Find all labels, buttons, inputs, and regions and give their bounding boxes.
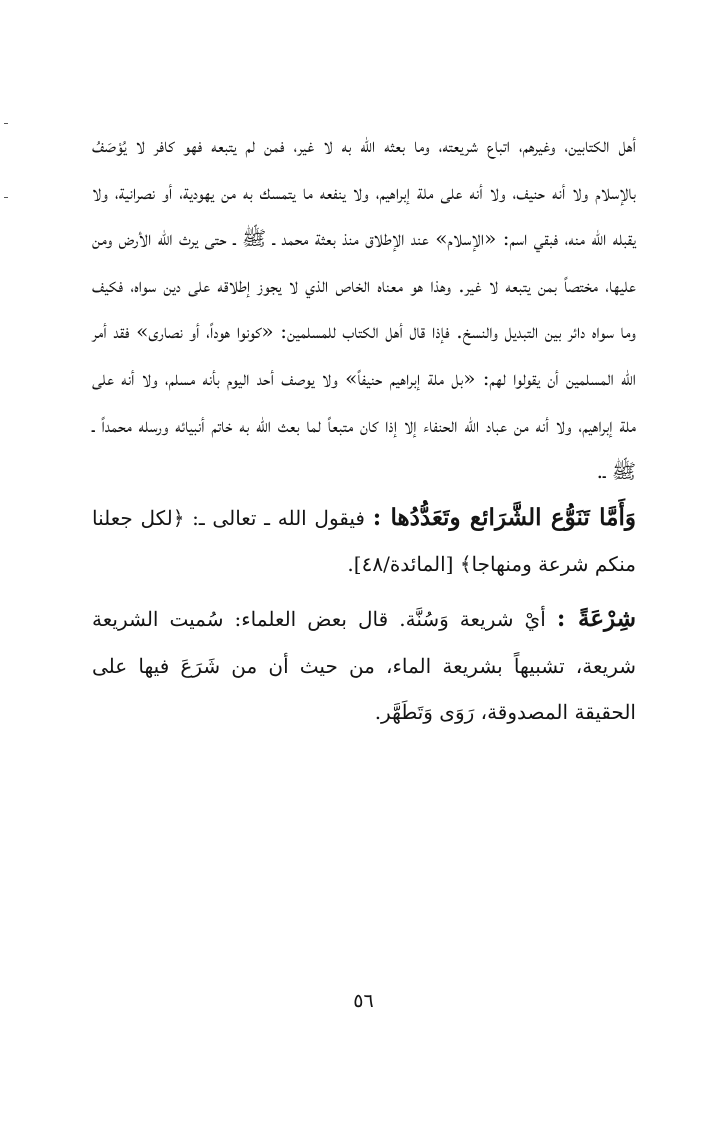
- section-heading: وَأَمَّا تَنَوُّع الشَّرَائع وتَعَدُّدُها :: [372, 503, 636, 531]
- paragraph-shira-definition: [92, 596, 636, 736]
- paragraph-islam-definition: أهل الكتابين، وغيرهم، اتباع شريعته، وما بعثه الله به لا غير، فمن لم يتبعه فهو كافر لا يُوْصَفُ بالإسلام ولا أنه حنيف، ولا أنه على ملة إبراهيم، ولا ينفعه ما يتمسك به من يهودية، أو نصرانية، ولا يقبله الله منه، فبقي اسم: «الإسلام» عند الإطلاق منذ بعثة محمد ـ ﷺ ـ حتى يرث الله الأرض ومن عليها، مختصاً بمن يتبعه لا غير. وهذا هو معناه الخاص الذي لا يجوز إطلاقه على دين سواه، فكيف وما سواه دائر بين التبديل والنسخ. فإذا قال أهل الكتاب للمسلمين: «كونوا هوداً، أو نصارى» فقد أمر الله المسلمين أن يقولوا لهم: «بل ملة إبراهيم حنيفاً» ولا يوصف أحد اليوم بأنه مسلم، ولا أنه على ملة إبراهيم، ولا أنه من عباد الله الحنفاء إلا إذا كان متبعاً لما بعث الله به خاتم أنبيائه ورسله محمداً ـ ﷺ ـ.: [92, 133, 636, 484]
- paragraph-body: أيْ شريعة وَسُنَّة. قال بعض العلماء: سُميت الشريعة شريعة، تشبيهاً بشريعة الماء، من حيث أن من شَرَعَ فيها على الحقيقة المصدوقة، رَوَى وَتَطَهَّر.: [92, 606, 636, 725]
- page-number: ٥٦: [353, 990, 374, 1012]
- margin-tick: [4, 197, 8, 198]
- body-text: [92, 122, 636, 736]
- margin-tick: [4, 123, 8, 124]
- section-heading: شِرْعَةً :: [556, 604, 637, 632]
- paragraph-sharia-diversity: [92, 495, 636, 588]
- paragraph-body: فيقول الله ـ تعالى ـ: ﴿لكل جعلنا منكم شرعة ومنهاجا﴾ [المائدة/٤٨].: [92, 505, 636, 577]
